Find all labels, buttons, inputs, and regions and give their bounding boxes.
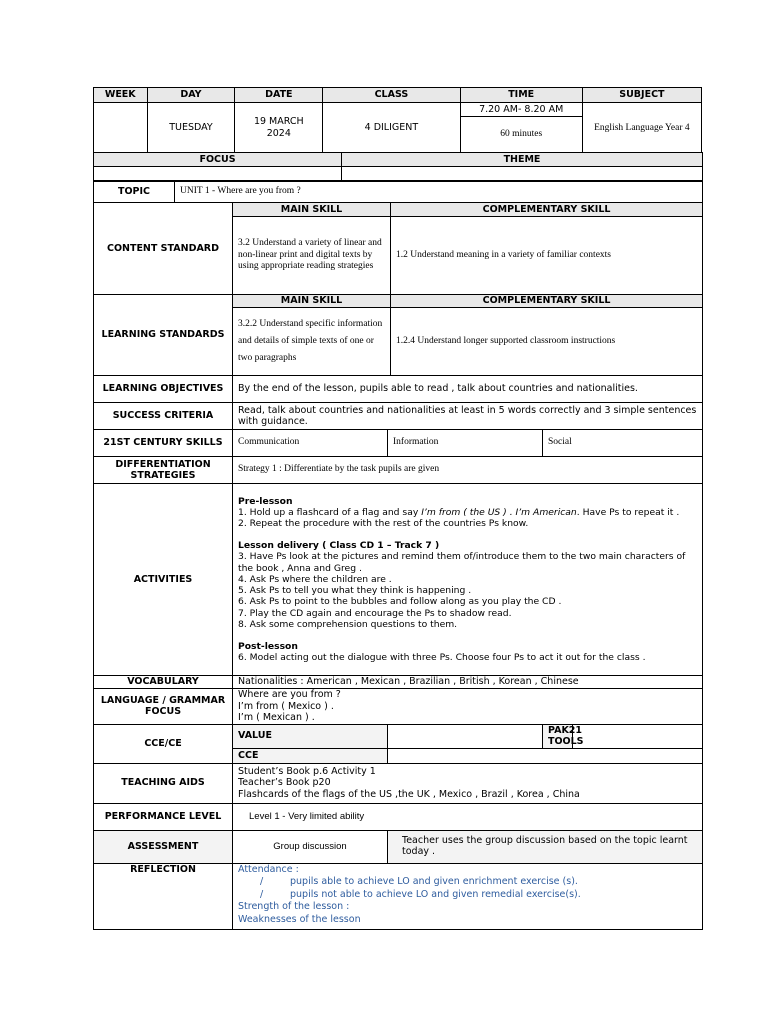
teaching-aids-content (233, 763, 703, 803)
subject-value: English Language Year 4 (582, 103, 701, 153)
attendance-line: Attendance : (238, 863, 299, 875)
delivery-step: 8. Ask some comprehension questions to them. (238, 618, 458, 630)
teaching-aid: Teacher’s Book p20 (238, 777, 331, 789)
focus-theme-table (93, 152, 703, 181)
post-lesson-text: 6. Model acting out the dialogue with three Ps. Choose four Ps to act it out for the class . (238, 652, 646, 664)
vocabulary-label: VOCABULARY (94, 676, 233, 689)
lesson-plan-table (93, 181, 703, 930)
pak21-field (573, 724, 703, 748)
pak21-label: PAK21 TOOLS (543, 724, 573, 748)
class-header: CLASS (323, 88, 460, 103)
ls-complementary-skill-header: COMPLEMENTARY SKILL (391, 295, 703, 308)
date-header: DATE (235, 88, 323, 103)
duration-value: 60 minutes (460, 117, 582, 153)
week-value (94, 103, 148, 153)
language-line: Where are you from ? (238, 689, 341, 700)
performance-level-text: Level 1 - Very limited ability (233, 803, 703, 830)
delivery-step: 5. Ask Ps to tell you what they think is happening . (238, 585, 472, 597)
content-standard-label: CONTENT STANDARD (94, 203, 233, 295)
cs-main-skill-header: MAIN SKILL (233, 203, 391, 217)
differentiation-text: Strategy 1 : Differentiate by the task pupils are given (233, 457, 703, 484)
skill-information: Information (388, 430, 543, 457)
lesson-delivery-title: Lesson delivery ( Class CD 1 – Track 7 ) (238, 540, 440, 552)
pre-lesson-title: Pre-lesson (238, 495, 293, 507)
pre-lesson-step-2: 2. Repeat the procedure with the rest of the countries Ps know. (238, 518, 529, 530)
ls-complementary-skill: 1.2.4 Understand longer supported classroom instructions (391, 308, 703, 376)
performance-level-label: PERFORMANCE LEVEL (94, 803, 233, 830)
activities-label: ACTIVITIES (94, 484, 233, 676)
ls-main-skill: 3.2.2 Understand specific information and details of simple texts of one or two paragraphs (233, 308, 391, 376)
topic-value: UNIT 1 - Where are you from ? (175, 182, 703, 203)
delivery-step: 7. Play the CD again and encourage the Ps to shadow read. (238, 607, 512, 619)
language-focus-content (233, 689, 703, 725)
time-range: 7.20 AM- 8.20 AM (460, 103, 582, 117)
cs-complementary-skill: 1.2 Understand meaning in a variety of familiar contexts (391, 217, 703, 295)
assessment-text: Teacher uses the group discussion based on the topic learnt today . (388, 830, 703, 863)
value-label: VALUE (233, 724, 388, 748)
remedial-line: / pupils not able to achieve LO and given remedial exercise(s). (260, 888, 581, 900)
delivery-step: 6. Ask Ps to point to the bubbles and follow along as you play the CD . (238, 596, 562, 608)
day-value: TUESDAY (147, 103, 235, 153)
teaching-aid: Flashcards of the flags of the US ,the UK , Mexico , Brazil , Korea , China (238, 788, 580, 800)
focus-value (94, 167, 342, 181)
strength-line: Strength of the lesson : (238, 901, 350, 912)
class-value: 4 DILIGENT (323, 103, 460, 153)
pre-lesson-step-1: 1. Hold up a flashcard of a flag and say I’m from ( the US ) . I’m American. Have Ps to repeat it . (238, 506, 680, 518)
cs-complementary-skill-header: COMPLEMENTARY SKILL (391, 203, 703, 217)
value-field (388, 724, 543, 748)
topic-label: TOPIC (94, 182, 175, 203)
skill-social: Social (543, 430, 703, 457)
week-header: WEEK (94, 88, 148, 103)
reflection-label: REFLECTION (94, 863, 233, 929)
delivery-step: 3. Have Ps look at the pictures and remind them of/introduce them to the two main characters of the book , Anna and Greg . (238, 551, 686, 574)
success-criteria-label: SUCCESS CRITERIA (94, 403, 233, 430)
reflection-content (233, 863, 703, 929)
date-value: 19 MARCH 2024 (235, 103, 323, 153)
assessment-label: ASSESSMENT (94, 830, 233, 863)
success-criteria-text: Read, talk about countries and nationalities at least in 5 words correctly and 3 simple sentences with guidance. (233, 403, 703, 430)
day-header: DAY (147, 88, 235, 103)
skill-communication: Communication (233, 430, 388, 457)
teaching-aids-label: TEACHING AIDS (94, 763, 233, 803)
language-line: I’m from ( Mexico ) . (238, 700, 334, 712)
delivery-step: 4. Ask Ps where the children are . (238, 573, 392, 585)
learning-standards-label: LEARNING STANDARDS (94, 295, 233, 376)
enrichment-line: / pupils able to achieve LO and given enrichment exercise (s). (260, 876, 578, 887)
assessment-method: Group discussion (233, 830, 388, 863)
century-skills-label: 21ST CENTURY SKILLS (94, 430, 233, 457)
header-table (93, 87, 702, 153)
cs-main-skill: 3.2 Understand a variety of linear and non-linear print and digital texts by using appropriate reading strategies (233, 217, 391, 295)
learning-objectives-label: LEARNING OBJECTIVES (94, 376, 233, 403)
weakness-line: Weaknesses of the lesson (238, 913, 361, 925)
cce-sub-label: CCE (233, 748, 388, 763)
learning-objectives-text: By the end of the lesson, pupils able to read , talk about countries and nationalities. (233, 376, 703, 403)
subject-header: SUBJECT (582, 88, 701, 103)
language-line: I’m ( Mexican ) . (238, 712, 315, 723)
language-focus-label: LANGUAGE / GRAMMAR FOCUS (94, 689, 233, 725)
cce-field (388, 748, 703, 763)
differentiation-label: DIFFERENTIATION STRATEGIES (94, 457, 233, 484)
time-header: TIME (460, 88, 582, 103)
vocabulary-text: Nationalities : American , Mexican , Brazilian , British , Korean , Chinese (233, 676, 703, 689)
theme-value (342, 167, 703, 181)
activities-content (233, 484, 703, 676)
teaching-aid: Student’s Book p.6 Activity 1 (238, 765, 376, 777)
theme-header: THEME (342, 153, 703, 167)
cce-ce-label: CCE/CE (94, 724, 233, 763)
focus-header: FOCUS (94, 153, 342, 167)
ls-main-skill-header: MAIN SKILL (233, 295, 391, 308)
post-lesson-title: Post-lesson (238, 640, 298, 652)
